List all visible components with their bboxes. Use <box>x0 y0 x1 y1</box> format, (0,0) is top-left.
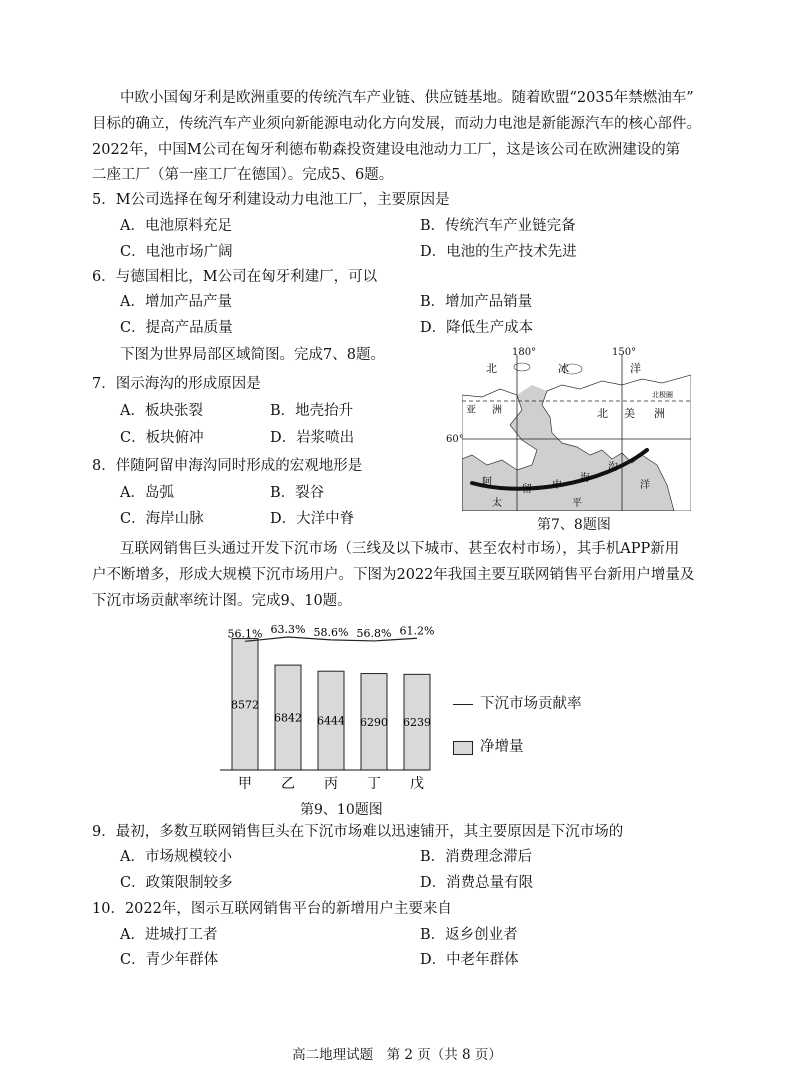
map-label-na-bei: 北 <box>597 407 608 420</box>
q7-option-d: D．岩浆喷出 <box>270 430 355 446</box>
rate-label-1: 63.3% <box>270 623 306 637</box>
legend-bar-label: 净增量 <box>480 739 524 755</box>
legend-bar-swatch <box>453 741 473 755</box>
q10-option-b: B．返乡创业者 <box>420 927 518 943</box>
q5-option-b: B．传统汽车产业链完备 <box>420 218 576 234</box>
q6-option-d: D．降低生产成本 <box>420 320 534 336</box>
map-lon-150: 150° <box>612 347 637 358</box>
bar-value-label-0: 8572 <box>231 698 259 712</box>
q9-option-d: D．消费总量有限 <box>420 875 534 891</box>
q10-option-c: C．青少年群体 <box>120 952 219 968</box>
map-lat-60: 60° <box>446 434 464 445</box>
passage2-line2: 户不断增多，形成大规模下沉市场用户。下图为2022年我国主要互联网销售平台新用户增量及 <box>92 567 695 583</box>
q5-stem: 5．M公司选择在匈牙利建设动力电池工厂，主要原因是 <box>92 192 450 208</box>
map-label-hai: 海 <box>580 473 590 484</box>
bar-value-label-1: 6842 <box>274 711 302 725</box>
passage1-line3: 2022年，中国M公司在匈牙利德布勒森投资建设电池动力工厂，这是该公司在欧洲建设的第 <box>92 142 681 158</box>
map-label-tai: 太 <box>492 498 502 509</box>
map-label-yang2: 洋 <box>640 480 650 491</box>
q8-option-b: B．裂谷 <box>270 485 325 501</box>
q5-option-c: C．电池市场广阔 <box>120 244 233 260</box>
q8-option-c: C．海岸山脉 <box>120 511 204 527</box>
page-footer: 高二地理试题 第 2 页（共 8 页） <box>292 1047 502 1063</box>
map-label-na-mei: 美 <box>624 407 635 420</box>
bar-value-label-4: 6239 <box>403 716 431 730</box>
q9-option-c: C．政策限制较多 <box>120 875 233 891</box>
legend-line-label: 下沉市场贡献率 <box>480 696 582 712</box>
q5-option-d: D．电池的生产技术先进 <box>420 244 577 260</box>
chart-caption: 第9、10题图 <box>300 802 383 818</box>
category-label-3: 丁 <box>367 776 381 792</box>
bar-value-label-3: 6290 <box>360 715 388 729</box>
bar-value-label-2: 6444 <box>317 714 345 728</box>
user-growth-chart <box>215 620 615 820</box>
q9-option-b: B．消费理念滞后 <box>420 849 533 865</box>
map-caption: 第7、8题图 <box>537 517 611 533</box>
map-intro: 下图为世界局部区域简图。完成7、8题。 <box>120 347 385 363</box>
category-label-0: 甲 <box>238 776 252 792</box>
map-label-na-zhou: 洲 <box>654 407 665 420</box>
rate-label-2: 58.6% <box>313 625 349 639</box>
q8-option-a: A．岛弧 <box>120 485 174 501</box>
passage1-line1: 中欧小国匈牙利是欧洲重要的传统汽车产业链、供应链基地。随着欧盟“2035年禁燃油车” <box>120 90 694 106</box>
map-label-shen: 申 <box>552 480 562 491</box>
rate-label-4: 61.2% <box>399 624 435 638</box>
arctic-circle-label: 北极圈 <box>652 391 673 399</box>
q7-option-c: C．板块俯冲 <box>120 430 204 446</box>
map-label-a: 阿 <box>482 477 492 488</box>
q10-option-d: D．中老年群体 <box>420 952 519 968</box>
q10-stem: 10．2022年，图示互联网销售平台的新增用户主要来自 <box>92 901 452 917</box>
category-label-1: 乙 <box>281 776 295 792</box>
q10-option-a: A．进城打工者 <box>120 927 218 943</box>
map-label-ya: 亚 <box>466 405 476 416</box>
rate-label-0: 56.1% <box>227 627 263 641</box>
aleutian-map <box>462 355 691 511</box>
q7-option-b: B．地壳抬升 <box>270 403 354 419</box>
legend-line-swatch <box>453 704 473 705</box>
passage1-line2: 目标的确立，传统汽车产业须向新能源电动化方向发展，而动力电池是新能源汽车的核心部件。 <box>92 116 701 132</box>
passage1-line4: 二座工厂（第一座工厂在德国）。完成5、6题。 <box>92 167 394 183</box>
map-lon-180: 180° <box>512 347 537 358</box>
category-label-4: 戊 <box>410 776 424 792</box>
rate-label-3: 56.8% <box>356 626 392 640</box>
map-label-yang: 洋 <box>630 362 641 375</box>
q7-option-a: A．板块张裂 <box>120 403 203 419</box>
q9-option-a: A．市场规模较小 <box>120 849 232 865</box>
q8-stem: 8．伴随阿留申海沟同时形成的宏观地形是 <box>92 458 363 474</box>
q6-option-c: C．提高产品质量 <box>120 320 233 336</box>
category-label-2: 丙 <box>324 776 338 792</box>
map-label-bei: 北 <box>486 362 497 375</box>
q6-stem: 6．与德国相比，M公司在匈牙利建厂，可以 <box>92 269 378 285</box>
q5-option-a: A．电池原料充足 <box>120 218 232 234</box>
passage2-line1: 互联网销售巨头通过开发下沉市场（三线及以下城市、甚至农村市场），其手机APP新用 <box>120 541 680 557</box>
q8-option-d: D．大洋中脊 <box>270 511 355 527</box>
map-label-ping: 平 <box>572 498 582 509</box>
map-label-bing: 冰 <box>558 362 569 375</box>
q6-option-a: A．增加产品产量 <box>120 294 232 310</box>
map-label-zhou: 洲 <box>492 405 502 416</box>
q6-option-b: B．增加产品销量 <box>420 294 533 310</box>
map-label-liu: 留 <box>522 484 532 495</box>
passage2-line3: 下沉市场贡献率统计图。完成9、10题。 <box>92 593 352 609</box>
map-label-gou: 沟 <box>608 462 618 473</box>
q9-stem: 9．最初，多数互联网销售巨头在下沉市场难以迅速铺开，其主要原因是下沉市场的 <box>92 824 624 840</box>
q7-stem: 7．图示海沟的形成原因是 <box>92 376 261 392</box>
